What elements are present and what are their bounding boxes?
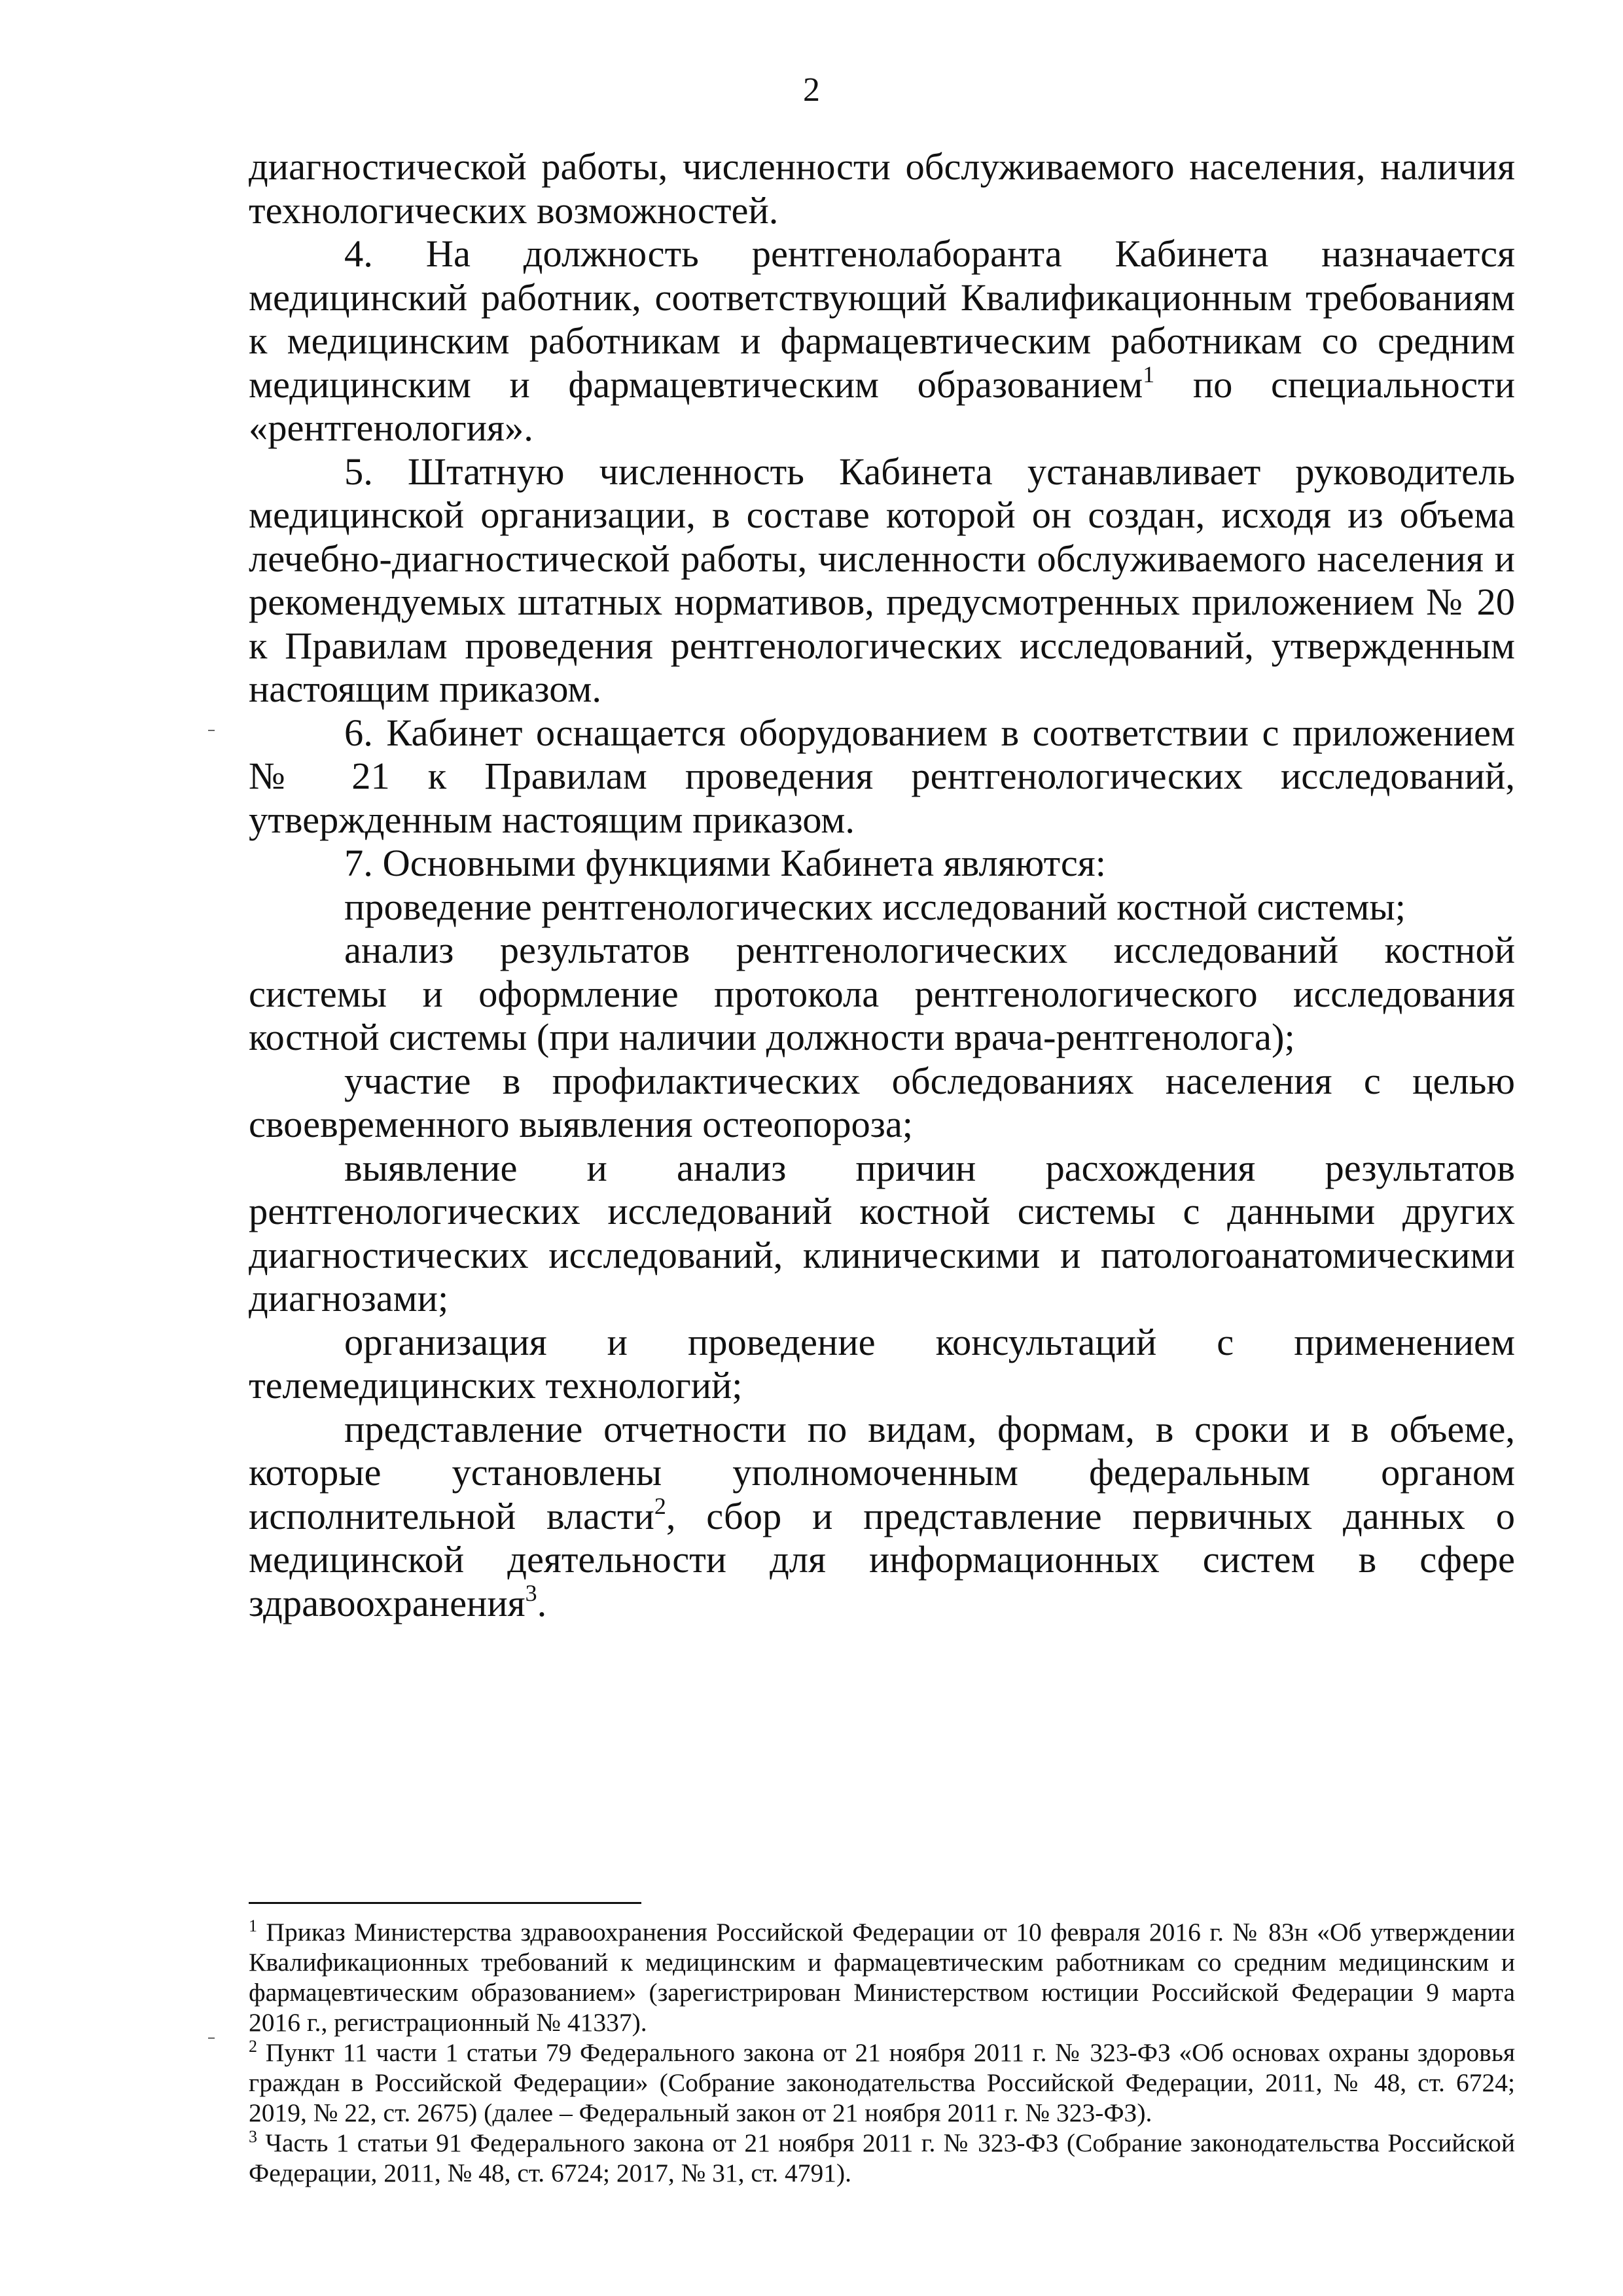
paragraph-item-4-tail: по специальности «рентгенология». (249, 363, 1515, 449)
footnote-separator (249, 1902, 641, 1904)
function-item: участие в профилактических обследованиях населения с целью своевременного выявления остеопороза; (249, 1059, 1515, 1145)
paragraph-item-7: 7. Основными функциями Кабинета являются: (344, 842, 1106, 884)
scan-margin-mark (208, 730, 215, 731)
function-item-reporting-tail: . (537, 1581, 547, 1624)
footnote-2-text: Пункт 11 части 1 статьи 79 Федерального закона от 21 ноября 2011 г. № 323-ФЗ «Об основах охраны здоровья граждан в Российской Федерации» (Собрание законодательства Российской Федерации, 2011, № 48, ст. 6724; 2019, № 22, ст. 2675) (далее – Федеральный закон от 21 ноября 2011 г. № 323-ФЗ). (249, 2038, 1515, 2127)
function-item: организация и проведение консультаций с применением телемедицинских технологий; (249, 1320, 1515, 1407)
footnote-3 (249, 2128, 1515, 2188)
footnote-mark-2: 2 (249, 2036, 257, 2056)
function-item: проведение рентгенологических исследований костной системы; (344, 885, 1406, 928)
footnote-ref-3: 3 (525, 1580, 537, 1606)
function-item-reporting (249, 1408, 1515, 1626)
footnotes (249, 1917, 1515, 2188)
function-item-reporting-text: представление отчетности по видам, формам, в сроки и в объеме, которые установлены уполномоченным федеральным органом исполнительной власти (249, 1407, 1515, 1537)
footnote-mark-3: 3 (249, 2126, 257, 2146)
scan-margin-mark (208, 2037, 215, 2039)
body-text (249, 145, 1515, 1625)
function-item-reporting-middle: , сбор и представление первичных данных о медицинской деятельности для информационных систем в сфере здравоохранения (249, 1494, 1515, 1624)
footnote-mark-1: 1 (249, 1916, 257, 1935)
paragraph-item-6: 6. Кабинет оснащается оборудованием в соответствии с приложением № 21 к Правилам проведения рентгенологических исследований, утвержденным настоящим приказом. (249, 711, 1515, 841)
footnote-ref-1: 1 (1143, 361, 1155, 387)
footnote-1 (249, 1917, 1515, 2037)
paragraph-item-4-text: 4. На должность рентгенолаборанта Кабинета назначается медицинский работник, соответствующий Квалификационным требованиям к медицинским работникам и фармацевтическим работникам со средним медицинским и фармацевтическим образованием (249, 232, 1515, 406)
footnote-3-text: Часть 1 статьи 91 Федерального закона от 21 ноября 2011 г. № 323-ФЗ (Собрание законодательства Российской Федерации, 2011, № 48, ст. 6724; 2017, № 31, ст. 4791). (249, 2128, 1515, 2187)
paragraph-item-4 (249, 232, 1515, 450)
footnote-2 (249, 2037, 1515, 2128)
function-item: анализ результатов рентгенологических исследований костной системы и оформление протокола рентгенологического исследования костной системы (при наличии должности врача-рентгенолога); (249, 929, 1515, 1058)
page-number: 2 (803, 71, 820, 109)
function-item: выявление и анализ причин расхождения результатов рентгенологических исследований костной системы с данными других диагностических исследований, клиническими и патологоанатомическими диагнозами; (249, 1146, 1515, 1319)
footnote-ref-2: 2 (654, 1493, 666, 1519)
paragraph-item-5: 5. Штатную численность Кабинета устанавливает руководитель медицинской организации, в составе которой он создан, исходя из объема лечебно-диагностической работы, численности обслуживаемого населения и рекомендуемых штатных нормативов, предусмотренных приложением № 20 к Правилам проведения рентгенологических исследований, утвержденным настоящим приказом. (249, 450, 1515, 710)
footnote-1-text: Приказ Министерства здравоохранения Российской Федерации от 10 февраля 2016 г. № 83н «Об утверждении Квалификационных требований к медицинским и фармацевтическим работникам со средним медицинским и фармацевтическим образованием» (зарегистрирован Министерством юстиции Российской Федерации 9 марта 2016 г., регистрационный № 41337). (249, 1918, 1515, 2037)
paragraph-continuation: диагностической работы, численности обслуживаемого населения, наличия технологических возможностей. (249, 145, 1515, 232)
